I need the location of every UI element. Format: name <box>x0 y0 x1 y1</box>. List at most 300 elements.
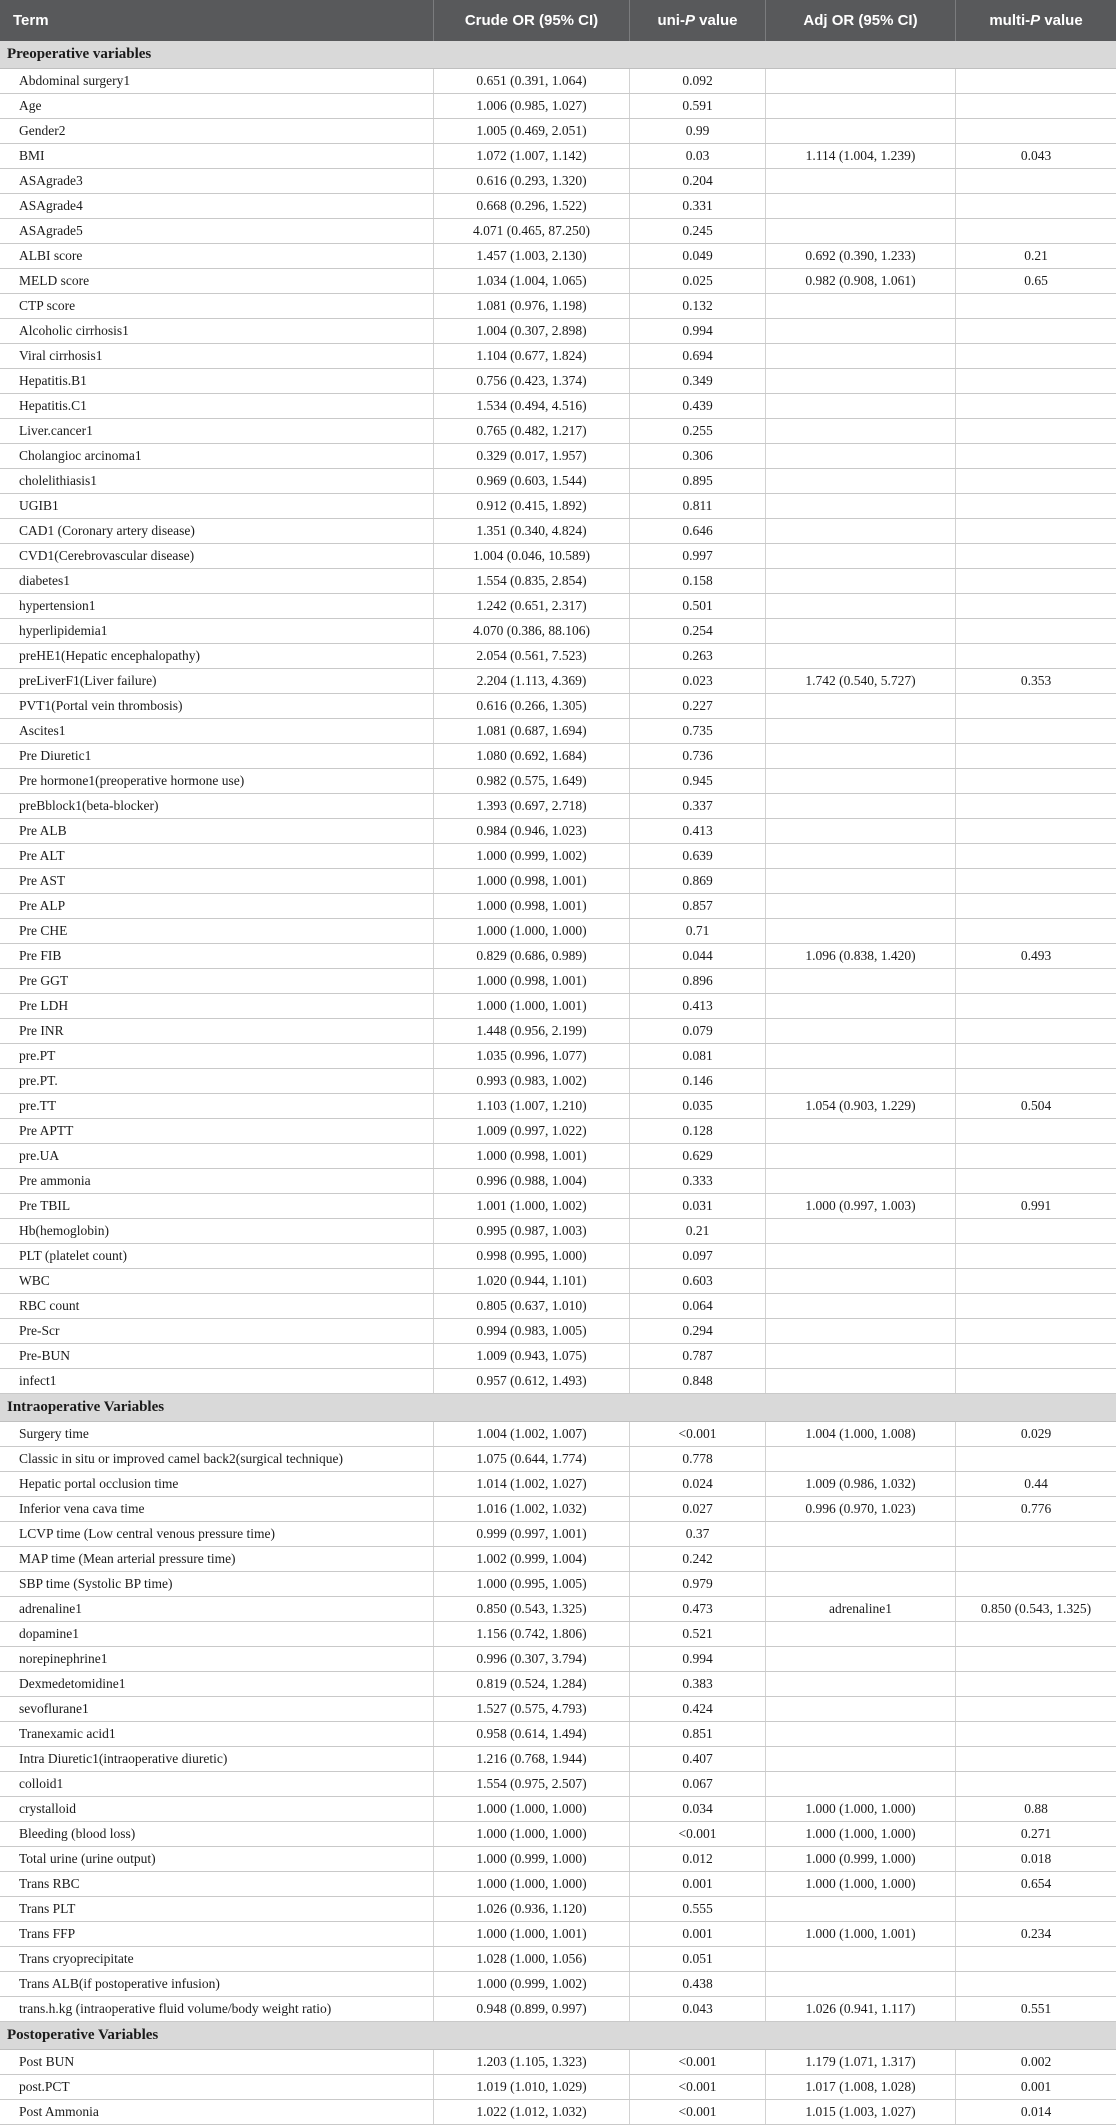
term-cell: Pre LDH <box>19 998 69 1013</box>
uni-p-value-cell: 0.424 <box>629 1697 765 1721</box>
term-cell: sevoflurane1 <box>19 1701 89 1716</box>
term-cell: Total urine (urine output) <box>19 1851 156 1866</box>
uni-p-value-cell: 0.646 <box>629 519 765 543</box>
table-row <box>0 919 1116 944</box>
crude-or-cell: 1.000 (0.998, 1.001) <box>433 894 629 918</box>
crude-or-cell: 1.554 (0.975, 2.507) <box>433 1772 629 1796</box>
uni-p-value-cell: 0.128 <box>629 1119 765 1143</box>
crude-or-cell: 1.000 (1.000, 1.000) <box>433 1872 629 1896</box>
crude-or-cell: 0.958 (0.614, 1.494) <box>433 1722 629 1746</box>
term-cell: hyperlipidemia1 <box>19 623 108 638</box>
adj-or-cell <box>765 1269 955 1293</box>
uni-p-value-cell: 0.778 <box>629 1447 765 1471</box>
multi-p-value-cell <box>955 319 1116 343</box>
term-cell: CAD1 (Coronary artery disease) <box>19 523 195 538</box>
table-row <box>0 1822 1116 1847</box>
table-body <box>0 41 1116 2125</box>
multi-p-value-cell: 0.654 <box>955 1872 1116 1896</box>
col-header-adj-or-label: Adj OR (95% CI) <box>803 12 918 29</box>
table-row <box>0 1572 1116 1597</box>
adj-or-cell <box>765 319 955 343</box>
multi-p-value-cell: 0.504 <box>955 1094 1116 1118</box>
uni-p-value-cell: <0.001 <box>629 2050 765 2074</box>
table-row <box>0 169 1116 194</box>
multi-p-value-cell <box>955 344 1116 368</box>
crude-or-cell: 1.000 (0.995, 1.005) <box>433 1572 629 1596</box>
term-cell: WBC <box>19 1273 50 1288</box>
table-row <box>0 1369 1116 1394</box>
term-cell: Hepatitis.B1 <box>19 373 87 388</box>
adj-or-cell: 1.004 (1.000, 1.008) <box>765 1422 955 1446</box>
uni-p-value-cell: 0.242 <box>629 1547 765 1571</box>
uni-p-value-cell: 0.333 <box>629 1169 765 1193</box>
adj-or-cell <box>765 69 955 93</box>
multi-p-value-cell <box>955 1947 1116 1971</box>
table-row <box>0 394 1116 419</box>
table-row <box>0 1344 1116 1369</box>
adj-or-cell <box>765 1672 955 1696</box>
table-row <box>0 1597 1116 1622</box>
adj-or-cell <box>765 1044 955 1068</box>
table-row <box>0 1294 1116 1319</box>
table-row <box>0 994 1116 1019</box>
term-cell: ALBI score <box>19 248 83 263</box>
term-cell: trans.h.kg (intraoperative fluid volume/body weight ratio) <box>19 2001 332 2016</box>
term-cell: MELD score <box>19 273 90 288</box>
table-row <box>0 2100 1116 2125</box>
term-cell: CVD1(Cerebrovascular disease) <box>19 548 195 563</box>
uni-p-value-cell: 0.895 <box>629 469 765 493</box>
uni-p-value-cell: 0.03 <box>629 144 765 168</box>
table-row <box>0 894 1116 919</box>
crude-or-cell: 0.948 (0.899, 0.997) <box>433 1997 629 2021</box>
adj-or-cell <box>765 1144 955 1168</box>
uni-p-value-cell: 0.049 <box>629 244 765 268</box>
uni-p-value-cell: 0.848 <box>629 1369 765 1393</box>
adj-or-cell <box>765 1244 955 1268</box>
table-row <box>0 419 1116 444</box>
multi-p-value-cell <box>955 1069 1116 1093</box>
crude-or-cell: 0.994 (0.983, 1.005) <box>433 1319 629 1343</box>
adj-or-cell <box>765 1897 955 1921</box>
col-header-adj-or <box>765 0 955 41</box>
uni-p-value-cell: 0.591 <box>629 94 765 118</box>
multi-p-value-cell <box>955 1119 1116 1143</box>
multi-p-value-cell <box>955 1044 1116 1068</box>
table-row <box>0 669 1116 694</box>
col-header-multi-p-italic: P <box>1030 12 1041 29</box>
uni-p-value-cell: 0.99 <box>629 119 765 143</box>
adj-or-cell <box>765 219 955 243</box>
multi-p-value-cell <box>955 1219 1116 1243</box>
adj-or-cell <box>765 1344 955 1368</box>
multi-p-value-cell <box>955 1672 1116 1696</box>
term-cell: Ascites1 <box>19 723 66 738</box>
term-cell: post.PCT <box>19 2079 70 2094</box>
term-cell: UGIB1 <box>19 498 59 513</box>
crude-or-cell: 1.020 (0.944, 1.101) <box>433 1269 629 1293</box>
term-cell: Pre ALT <box>19 848 65 863</box>
uni-p-value-cell: 0.027 <box>629 1497 765 1521</box>
multi-p-value-cell <box>955 844 1116 868</box>
term-cell: PVT1(Portal vein thrombosis) <box>19 698 183 713</box>
term-cell: Pre CHE <box>19 923 68 938</box>
table-row <box>0 569 1116 594</box>
uni-p-value-cell: 0.21 <box>629 1219 765 1243</box>
adj-or-cell: 1.000 (0.997, 1.003) <box>765 1194 955 1218</box>
term-cell: Pre ALB <box>19 823 67 838</box>
col-header-uni-p-italic: P <box>684 12 695 29</box>
multi-p-value-cell <box>955 294 1116 318</box>
col-header-uni-p <box>629 0 765 41</box>
adj-or-cell <box>765 1319 955 1343</box>
adj-or-cell <box>765 569 955 593</box>
crude-or-cell: 0.805 (0.637, 1.010) <box>433 1294 629 1318</box>
adj-or-cell <box>765 1722 955 1746</box>
table-row <box>0 2050 1116 2075</box>
multi-p-value-cell: 0.043 <box>955 144 1116 168</box>
multi-p-value-cell <box>955 569 1116 593</box>
crude-or-cell: 0.819 (0.524, 1.284) <box>433 1672 629 1696</box>
term-cell: Age <box>19 98 42 113</box>
adj-or-cell <box>765 469 955 493</box>
adj-or-cell <box>765 744 955 768</box>
adj-or-cell <box>765 594 955 618</box>
adj-or-cell: adrenaline1 <box>765 1597 955 1621</box>
crude-or-cell: 1.019 (1.010, 1.029) <box>433 2075 629 2099</box>
crude-or-cell: 0.616 (0.266, 1.305) <box>433 694 629 718</box>
uni-p-value-cell: 0.001 <box>629 1922 765 1946</box>
term-cell: LCVP time (Low central venous pressure time) <box>19 1526 275 1541</box>
multi-p-value-cell <box>955 869 1116 893</box>
table-row <box>0 344 1116 369</box>
uni-p-value-cell: 0.079 <box>629 1019 765 1043</box>
adj-or-cell <box>765 1947 955 1971</box>
adj-or-cell <box>765 894 955 918</box>
term-cell: hypertension1 <box>19 598 96 613</box>
crude-or-cell: 0.668 (0.296, 1.522) <box>433 194 629 218</box>
multi-p-value-cell <box>955 1547 1116 1571</box>
adj-or-cell: 1.000 (1.000, 1.001) <box>765 1922 955 1946</box>
multi-p-value-cell <box>955 219 1116 243</box>
crude-or-cell: 0.829 (0.686, 0.989) <box>433 944 629 968</box>
multi-p-value-cell <box>955 544 1116 568</box>
col-header-term-label: Term <box>13 12 49 29</box>
multi-p-value-cell <box>955 744 1116 768</box>
term-cell: Cholangioc arcinoma1 <box>19 448 142 463</box>
uni-p-value-cell: 0.023 <box>629 669 765 693</box>
adj-or-cell <box>765 794 955 818</box>
uni-p-value-cell: 0.639 <box>629 844 765 868</box>
crude-or-cell: 1.457 (1.003, 2.130) <box>433 244 629 268</box>
crude-or-cell: 1.104 (0.677, 1.824) <box>433 344 629 368</box>
adj-or-cell <box>765 519 955 543</box>
uni-p-value-cell: 0.71 <box>629 919 765 943</box>
adj-or-cell <box>765 994 955 1018</box>
table-row <box>0 1747 1116 1772</box>
term-cell: PLT (platelet count) <box>19 1248 127 1263</box>
table-row <box>0 1972 1116 1997</box>
uni-p-value-cell: 0.811 <box>629 494 765 518</box>
multi-p-value-cell: 0.551 <box>955 1997 1116 2021</box>
multi-p-value-cell <box>955 94 1116 118</box>
term-cell: preLiverF1(Liver failure) <box>19 673 157 688</box>
uni-p-value-cell: 0.043 <box>629 1997 765 2021</box>
crude-or-cell: 1.004 (0.046, 10.589) <box>433 544 629 568</box>
uni-p-value-cell: 0.025 <box>629 269 765 293</box>
adj-or-cell: 1.000 (1.000, 1.000) <box>765 1872 955 1896</box>
crude-or-cell: 1.103 (1.007, 1.210) <box>433 1094 629 1118</box>
uni-p-value-cell: 0.735 <box>629 719 765 743</box>
adj-or-cell <box>765 1772 955 1796</box>
term-cell: Surgery time <box>19 1426 89 1441</box>
crude-or-cell: 1.000 (0.998, 1.001) <box>433 969 629 993</box>
uni-p-value-cell: 0.413 <box>629 819 765 843</box>
table-row <box>0 1244 1116 1269</box>
adj-or-cell <box>765 419 955 443</box>
table-row <box>0 1497 1116 1522</box>
multi-p-value-cell <box>955 1369 1116 1393</box>
term-cell: Post Ammonia <box>19 2104 99 2119</box>
uni-p-value-cell: 0.044 <box>629 944 765 968</box>
term-cell: Trans FFP <box>19 1926 76 1941</box>
table-row <box>0 1447 1116 1472</box>
uni-p-value-cell: 0.097 <box>629 1244 765 1268</box>
col-header-uni-p-suffix: value <box>694 12 738 29</box>
table-row <box>0 1872 1116 1897</box>
term-cell: preHE1(Hepatic encephalopathy) <box>19 648 201 663</box>
table-row <box>0 69 1116 94</box>
table-row <box>0 1897 1116 1922</box>
multi-p-value-cell <box>955 1244 1116 1268</box>
table-row <box>0 1997 1116 2022</box>
adj-or-cell <box>765 719 955 743</box>
section-header: Intraoperative Variables <box>0 1394 1116 1422</box>
crude-or-cell: 0.912 (0.415, 1.892) <box>433 494 629 518</box>
uni-p-value-cell: 0.521 <box>629 1622 765 1646</box>
table-row <box>0 219 1116 244</box>
crude-or-cell: 1.001 (1.000, 1.002) <box>433 1194 629 1218</box>
term-cell: pre.PT. <box>19 1073 58 1088</box>
uni-p-value-cell: 0.337 <box>629 794 765 818</box>
adj-or-cell: 1.096 (0.838, 1.420) <box>765 944 955 968</box>
multi-p-value-cell <box>955 1972 1116 1996</box>
crude-or-cell: 1.004 (1.002, 1.007) <box>433 1422 629 1446</box>
multi-p-value-cell <box>955 919 1116 943</box>
uni-p-value-cell: 0.031 <box>629 1194 765 1218</box>
crude-or-cell: 1.081 (0.976, 1.198) <box>433 294 629 318</box>
adj-or-cell <box>765 1622 955 1646</box>
multi-p-value-cell <box>955 1722 1116 1746</box>
table-row <box>0 694 1116 719</box>
adj-or-cell <box>765 1447 955 1471</box>
adj-or-cell <box>765 1219 955 1243</box>
uni-p-value-cell: 0.035 <box>629 1094 765 1118</box>
term-cell: Pre hormone1(preoperative hormone use) <box>19 773 245 788</box>
uni-p-value-cell: 0.994 <box>629 1647 765 1671</box>
crude-or-cell: 1.016 (1.002, 1.032) <box>433 1497 629 1521</box>
table-row <box>0 1797 1116 1822</box>
crude-or-cell: 0.756 (0.423, 1.374) <box>433 369 629 393</box>
adj-or-cell <box>765 1747 955 1771</box>
adj-or-cell <box>765 194 955 218</box>
uni-p-value-cell: 0.092 <box>629 69 765 93</box>
uni-p-value-cell: 0.227 <box>629 694 765 718</box>
term-cell: adrenaline1 <box>19 1601 82 1616</box>
term-cell: CTP score <box>19 298 76 313</box>
adj-or-cell <box>765 844 955 868</box>
crude-or-cell: 1.203 (1.105, 1.323) <box>433 2050 629 2074</box>
uni-p-value-cell: <0.001 <box>629 1422 765 1446</box>
table-row <box>0 1672 1116 1697</box>
term-cell: Pre-BUN <box>19 1348 70 1363</box>
adj-or-cell: 0.692 (0.390, 1.233) <box>765 244 955 268</box>
table-row <box>0 1094 1116 1119</box>
crude-or-cell: 1.000 (0.999, 1.002) <box>433 1972 629 1996</box>
table-row <box>0 319 1116 344</box>
multi-p-value-cell <box>955 894 1116 918</box>
adj-or-cell <box>765 1069 955 1093</box>
adj-or-cell <box>765 1647 955 1671</box>
term-cell: Post BUN <box>19 2054 75 2069</box>
multi-p-value-cell: 0.029 <box>955 1422 1116 1446</box>
term-cell: Trans cryoprecipitate <box>19 1951 134 1966</box>
table-row <box>0 619 1116 644</box>
table-row <box>0 794 1116 819</box>
crude-or-cell: 0.984 (0.946, 1.023) <box>433 819 629 843</box>
multi-p-value-cell <box>955 194 1116 218</box>
adj-or-cell <box>765 819 955 843</box>
uni-p-value-cell: 0.555 <box>629 1897 765 1921</box>
table-row <box>0 294 1116 319</box>
term-cell: Gender2 <box>19 123 66 138</box>
uni-p-value-cell: 0.407 <box>629 1747 765 1771</box>
crude-or-cell: 1.000 (1.000, 1.000) <box>433 1797 629 1821</box>
col-header-crude-or-label: Crude OR (95% CI) <box>464 12 599 29</box>
table-row <box>0 444 1116 469</box>
crude-or-cell: 0.765 (0.482, 1.217) <box>433 419 629 443</box>
uni-p-value-cell: 0.158 <box>629 569 765 593</box>
multi-p-value-cell: 0.014 <box>955 2100 1116 2124</box>
multi-p-value-cell <box>955 1622 1116 1646</box>
table-row <box>0 1119 1116 1144</box>
table-row <box>0 1319 1116 1344</box>
crude-or-cell: 4.070 (0.386, 88.106) <box>433 619 629 643</box>
uni-p-value-cell: 0.001 <box>629 1872 765 1896</box>
term-cell: Inferior vena cava time <box>19 1501 145 1516</box>
section-header: Preoperative variables <box>0 41 1116 69</box>
term-cell: pre.TT <box>19 1098 57 1113</box>
table-row <box>0 1697 1116 1722</box>
adj-or-cell <box>765 1369 955 1393</box>
col-header-multi-p <box>955 0 1116 41</box>
uni-p-value-cell: 0.979 <box>629 1572 765 1596</box>
uni-p-value-cell: 0.245 <box>629 219 765 243</box>
table-row <box>0 1947 1116 1972</box>
multi-p-value-cell <box>955 694 1116 718</box>
crude-or-cell: 1.216 (0.768, 1.944) <box>433 1747 629 1771</box>
crude-or-cell: 1.006 (0.985, 1.027) <box>433 94 629 118</box>
multi-p-value-cell: 0.776 <box>955 1497 1116 1521</box>
term-cell: Pre ammonia <box>19 1173 91 1188</box>
uni-p-value-cell: 0.997 <box>629 544 765 568</box>
uni-p-value-cell: 0.132 <box>629 294 765 318</box>
multi-p-value-cell <box>955 594 1116 618</box>
table-row <box>0 969 1116 994</box>
term-cell: Hepatic portal occlusion time <box>19 1476 179 1491</box>
table-row <box>0 469 1116 494</box>
table-row <box>0 1722 1116 1747</box>
adj-or-cell: 1.026 (0.941, 1.117) <box>765 1997 955 2021</box>
multi-p-value-cell: 0.44 <box>955 1472 1116 1496</box>
adj-or-cell: 0.996 (0.970, 1.023) <box>765 1497 955 1521</box>
crude-or-cell: 0.996 (0.307, 3.794) <box>433 1647 629 1671</box>
crude-or-cell: 1.075 (0.644, 1.774) <box>433 1447 629 1471</box>
term-cell: dopamine1 <box>19 1626 79 1641</box>
table-row <box>0 594 1116 619</box>
crude-or-cell: 1.534 (0.494, 4.516) <box>433 394 629 418</box>
table-row <box>0 1547 1116 1572</box>
table-row <box>0 1019 1116 1044</box>
multi-p-value-cell <box>955 619 1116 643</box>
multi-p-value-cell <box>955 1269 1116 1293</box>
uni-p-value-cell: 0.851 <box>629 1722 765 1746</box>
uni-p-value-cell: 0.012 <box>629 1847 765 1871</box>
multi-p-value-cell <box>955 119 1116 143</box>
uni-p-value-cell: 0.896 <box>629 969 765 993</box>
multi-p-value-cell: 0.002 <box>955 2050 1116 2074</box>
multi-p-value-cell <box>955 494 1116 518</box>
term-cell: Pre APTT <box>19 1123 74 1138</box>
crude-or-cell: 1.527 (0.575, 4.793) <box>433 1697 629 1721</box>
uni-p-value-cell: 0.869 <box>629 869 765 893</box>
adj-or-cell: 1.015 (1.003, 1.027) <box>765 2100 955 2124</box>
crude-or-cell: 0.969 (0.603, 1.544) <box>433 469 629 493</box>
crude-or-cell: 0.957 (0.612, 1.493) <box>433 1369 629 1393</box>
adj-or-cell <box>765 1522 955 1546</box>
adj-or-cell <box>765 1019 955 1043</box>
crude-or-cell: 1.000 (1.000, 1.001) <box>433 994 629 1018</box>
multi-p-value-cell <box>955 1169 1116 1193</box>
crude-or-cell: 1.554 (0.835, 2.854) <box>433 569 629 593</box>
table-row <box>0 1069 1116 1094</box>
multi-p-value-cell: 0.271 <box>955 1822 1116 1846</box>
multi-p-value-cell <box>955 1772 1116 1796</box>
crude-or-cell: 1.002 (0.999, 1.004) <box>433 1547 629 1571</box>
adj-or-cell: 0.982 (0.908, 1.061) <box>765 269 955 293</box>
crude-or-cell: 1.000 (1.000, 1.000) <box>433 919 629 943</box>
multi-p-value-cell <box>955 519 1116 543</box>
crude-or-cell: 1.026 (0.936, 1.120) <box>433 1897 629 1921</box>
uni-p-value-cell: <0.001 <box>629 2075 765 2099</box>
term-cell: diabetes1 <box>19 573 70 588</box>
adj-or-cell <box>765 1972 955 1996</box>
table-row <box>0 1522 1116 1547</box>
adj-or-cell <box>765 119 955 143</box>
uni-p-value-cell: 0.439 <box>629 394 765 418</box>
uni-p-value-cell: 0.413 <box>629 994 765 1018</box>
uni-p-value-cell: 0.064 <box>629 1294 765 1318</box>
uni-p-value-cell: 0.603 <box>629 1269 765 1293</box>
multi-p-value-cell: 0.018 <box>955 1847 1116 1871</box>
term-cell: Hepatitis.C1 <box>19 398 87 413</box>
crude-or-cell: 1.000 (0.999, 1.000) <box>433 1847 629 1871</box>
table-row <box>0 544 1116 569</box>
adj-or-cell <box>765 344 955 368</box>
table-row <box>0 944 1116 969</box>
crude-or-cell: 0.995 (0.987, 1.003) <box>433 1219 629 1243</box>
adj-or-cell <box>765 544 955 568</box>
